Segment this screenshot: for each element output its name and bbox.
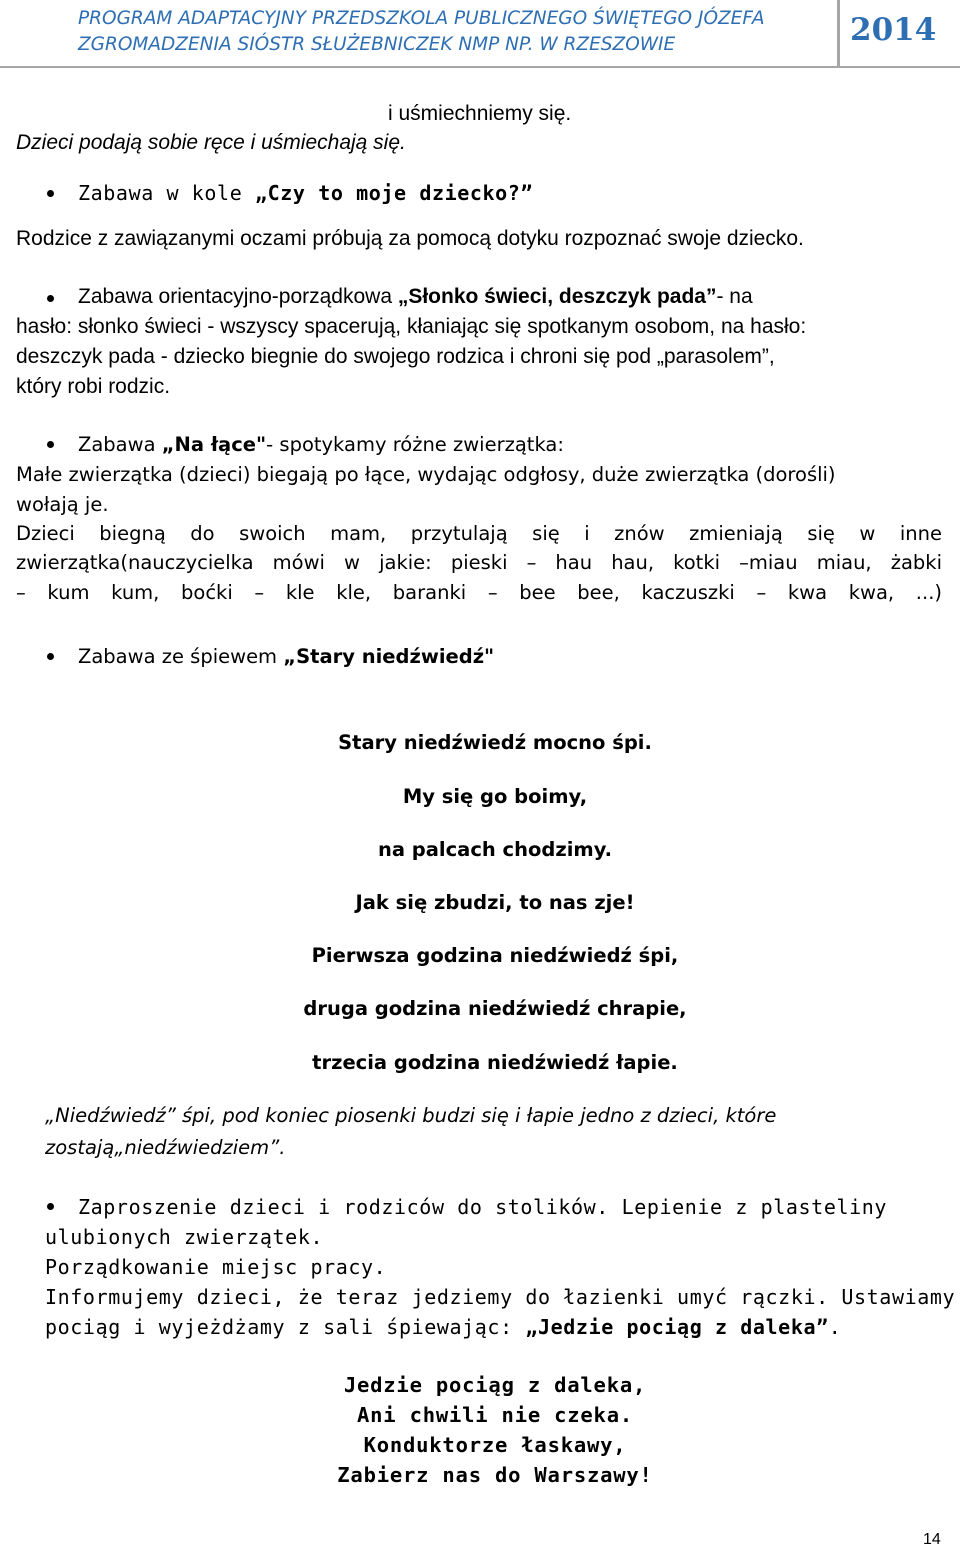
- text-line-italic: Dzieci podają sobie ręce i uśmiechają się.: [16, 131, 406, 154]
- text-line: i uśmiechniemy się.: [388, 102, 572, 125]
- text-line: Rodzice z zawiązanymi oczami próbują za pomocą dotyku rozpoznać swoje dziecko.: [16, 227, 804, 250]
- header-divider-vertical: [837, 0, 840, 66]
- header-title-line1: PROGRAM ADAPTACYJNY PRZEDSZKOLA PUBLICZNEGO ŚWIĘTEGO JÓZEFA: [78, 8, 765, 29]
- song-line: My się go boimy,: [402, 785, 588, 808]
- bullet-item-lepienie: Zaproszenie dzieci i rodziców do stolików. Lepienie z plasteliny: [78, 1195, 888, 1219]
- text-line-justified: Dzieci biegną do swoich mam, przytulają się i znów zmieniają się w inne: [16, 522, 942, 545]
- song-line: Zabierz nas do Warszawy!: [337, 1463, 653, 1487]
- song-line: Konduktorze łaskawy,: [363, 1433, 627, 1457]
- header-year: 2014: [850, 12, 937, 48]
- bullet-icon: [47, 653, 54, 660]
- song-line: Jak się zbudzi, to nas zje!: [355, 891, 635, 914]
- text-line: wołają je.: [16, 493, 109, 516]
- text-line: Porządkowanie miejsc pracy.: [45, 1255, 387, 1279]
- song-line: Jedzie pociąg z daleka,: [343, 1373, 647, 1397]
- bullet-item-kolo: Zabawa w kole „Czy to moje dziecko?”: [78, 181, 534, 205]
- header-divider-horizontal: [0, 66, 960, 68]
- text-line-pociag: pociąg i wyjeżdżamy z sali śpiewając: „Jedzie pociąg z daleka”.: [45, 1315, 842, 1339]
- text-line: Informujemy dzieci, że teraz jedziemy do łazienki umyć rączki. Ustawiamy: [45, 1285, 956, 1309]
- note-line-italic: „Niedźwiedź” śpi, pod koniec piosenki budzi się i łapie jedno z dzieci, które: [45, 1104, 777, 1127]
- text-line-justified: – kum kum, boćki – kle kle, baranki – bee bee, kaczuszki – kwa kwa, ...): [16, 581, 942, 604]
- text-line: hasło: słonko świeci - wszyscy spacerują, kłaniając się spotkanym osobom, na hasło:: [16, 315, 807, 338]
- text-line: ulubionych zwierzątek.: [45, 1225, 324, 1249]
- bullet-item-na-lace: Zabawa „Na łące"- spotykamy różne zwierzątka:: [78, 433, 564, 456]
- bullet-icon: [47, 441, 54, 448]
- song-line: na palcach chodzimy.: [377, 838, 613, 861]
- header-title-line2: ZGROMADZENIA SIÓSTR SŁUŻEBNICZEK NMP NP. W RZESZOWIE: [78, 34, 676, 55]
- page-number: 14: [923, 1531, 941, 1548]
- text-line: deszczyk pada - dziecko biegnie do swojego rodzica i chroni się pod „parasolem”,: [16, 345, 775, 368]
- bullet-icon: [47, 190, 54, 197]
- bullet-icon: [47, 1203, 54, 1210]
- song-line: Pierwsza godzina niedźwiedź śpi,: [311, 944, 679, 967]
- bullet-item-slonko: Zabawa orientacyjno-porządkowa „Słonko świeci, deszczyk pada”- na: [78, 285, 753, 308]
- bullet-item-stary-niedzwiedz: Zabawa ze śpiewem „Stary niedźwiedź": [78, 645, 495, 668]
- page-header: [0, 0, 960, 68]
- song-line: Stary niedźwiedź mocno śpi.: [338, 731, 652, 754]
- text-line-justified: zwierzątka(nauczycielka mówi w jakie: pieski – hau hau, kotki –miau miau, żabki: [16, 551, 942, 574]
- note-line-italic: zostają„niedźwiedziem”.: [45, 1136, 286, 1159]
- song-line: Ani chwili nie czeka.: [357, 1403, 633, 1427]
- song-line: druga godzina niedźwiedź chrapie,: [303, 997, 687, 1020]
- text-line: który robi rodzic.: [16, 375, 171, 398]
- text-line: Małe zwierzątka (dzieci) biegają po łące, wydając odgłosy, duże zwierzątka (dorośli): [16, 463, 836, 486]
- bullet-icon: [47, 295, 54, 302]
- song-line: trzecia godzina niedźwiedź łapie.: [312, 1051, 678, 1074]
